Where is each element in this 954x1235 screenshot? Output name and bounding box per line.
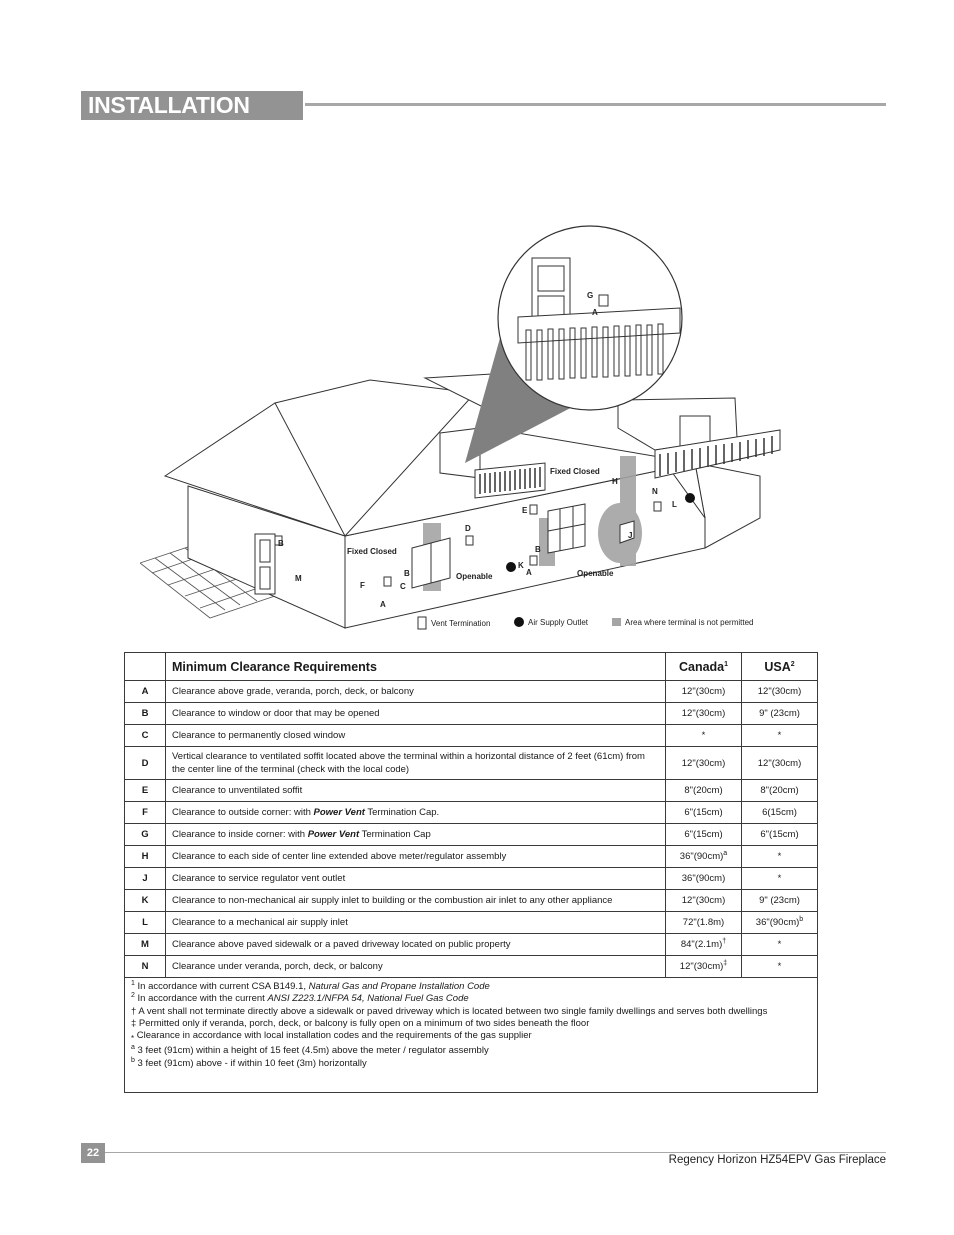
row-usa: 9" (23cm)	[742, 890, 818, 912]
row-canada: 12"(30cm)	[666, 703, 742, 725]
row-requirement-text-end: Termination Cap.	[364, 807, 440, 818]
header-rule	[305, 103, 886, 106]
label-fixed-closed-right: Fixed Closed	[550, 467, 600, 476]
table-row	[125, 846, 818, 868]
row-canada: 12"(30cm)	[666, 890, 742, 912]
row-letter: C	[125, 725, 166, 747]
table-notes-row	[125, 978, 818, 1093]
row-requirement: Clearance to unventilated soffit	[166, 780, 666, 802]
house-clearance-illustration	[140, 218, 820, 638]
footnote-emphasis: Natural Gas and Propane Installation Code	[308, 981, 490, 992]
col-usa	[742, 653, 818, 681]
vent-termination-icon	[418, 617, 426, 629]
row-canada: 12"(30cm)	[666, 681, 742, 703]
row-requirement: Clearance to window or door that may be opened	[166, 703, 666, 725]
table-title-text: Minimum Clearance Requirements	[172, 659, 377, 674]
label-a-outlet: A	[526, 568, 532, 577]
row-letter: K	[125, 890, 166, 912]
row-letter: A	[125, 681, 166, 703]
row-canada	[666, 846, 742, 868]
footnote	[131, 1030, 811, 1045]
footnote-mark: 1	[131, 979, 135, 987]
row-requirement: Clearance to permanently closed window	[166, 725, 666, 747]
row-usa: *	[742, 725, 818, 747]
row-requirement: Vertical clearance to ventilated soffit located above the terminal within a horizontal distance of 2 feet (61cm) from the center line of the terminal (check with the local code)	[166, 747, 666, 780]
table-row	[125, 824, 818, 846]
table-row	[125, 912, 818, 934]
row-canada-footnote: †	[722, 937, 727, 945]
table-row	[125, 747, 818, 780]
row-requirement: Clearance to each side of center line extended above meter/regulator assembly	[166, 846, 666, 868]
row-usa-footnote: b	[799, 915, 804, 923]
row-canada-footnote: ‡	[723, 959, 728, 967]
footnote	[131, 1006, 811, 1018]
row-requirement: Clearance under veranda, porch, deck, or balcony	[166, 956, 666, 978]
row-requirement	[166, 824, 666, 846]
row-letter: H	[125, 846, 166, 868]
label-a-detail: A	[592, 308, 598, 317]
label-b-door: B	[535, 545, 541, 554]
table-row	[125, 956, 818, 978]
legend	[418, 617, 754, 629]
row-letter: N	[125, 956, 166, 978]
row-canada	[666, 956, 742, 978]
row-requirement: Clearance to service regulator vent outlet	[166, 868, 666, 890]
row-letter: M	[125, 934, 166, 956]
house-diagram	[140, 218, 820, 638]
row-usa: 8"(20cm)	[742, 780, 818, 802]
footnote	[131, 1058, 811, 1070]
row-usa-value: 36"(90cm)	[755, 917, 800, 928]
not-permitted-swatch-icon	[612, 618, 621, 626]
footnote	[131, 993, 811, 1005]
col-canada-footnote: 1	[724, 660, 729, 668]
row-letter: B	[125, 703, 166, 725]
table-row	[125, 780, 818, 802]
page-number: 22	[81, 1143, 105, 1163]
footnote-mark: b	[131, 1056, 135, 1064]
row-letter: E	[125, 780, 166, 802]
label-h: H	[612, 477, 618, 486]
row-usa: 9" (23cm)	[742, 703, 818, 725]
label-e: E	[522, 506, 528, 515]
footnote	[131, 1045, 811, 1057]
table-row	[125, 703, 818, 725]
row-canada	[666, 934, 742, 956]
row-requirement-emphasis: Power Vent	[313, 807, 365, 818]
footnote-text: Clearance in accordance with local installation codes and the requirements of the gas supplier	[134, 1030, 532, 1042]
footnote-mark: ‡	[131, 1017, 137, 1029]
row-requirement	[166, 802, 666, 824]
row-requirement-emphasis: Power Vent	[307, 829, 360, 840]
label-openable-right: Openable	[577, 569, 614, 578]
table-row	[125, 802, 818, 824]
row-canada: 72"(1.8m)	[666, 912, 742, 934]
footnote-text: Permitted only if veranda, porch, deck, or balcony is fully open on a minimum of two sides beneath the floor	[136, 1017, 590, 1029]
label-g: G	[587, 291, 594, 300]
legend-vent-termination: Vent Termination	[431, 619, 491, 628]
footnote	[131, 981, 811, 993]
row-requirement: Clearance above grade, veranda, porch, deck, or balcony	[166, 681, 666, 703]
table-row	[125, 681, 818, 703]
label-b-window: B	[404, 569, 410, 578]
legend-air-supply-outlet: Air Supply Outlet	[528, 618, 589, 627]
row-usa: *	[742, 868, 818, 890]
row-canada-value: 84"(2.1m)	[680, 939, 723, 950]
table-row	[125, 725, 818, 747]
row-canada-footnote: a	[723, 849, 728, 857]
col-canada-label: Canada	[678, 659, 725, 674]
row-requirement-text-end: Termination Cap	[359, 829, 431, 840]
row-requirement: Clearance to non-mechanical air supply inlet to building or the combustion air inlet to any other appliance	[166, 890, 666, 912]
row-requirement-text: Clearance to inside corner: with	[172, 829, 308, 840]
table-row	[125, 890, 818, 912]
footnote-text: In accordance with current CSA B149.1,	[134, 981, 309, 992]
row-usa: 6(15cm)	[742, 802, 818, 824]
clearance-table	[124, 652, 818, 1093]
row-usa: 12"(30cm)	[742, 681, 818, 703]
row-letter: D	[125, 747, 166, 780]
row-usa: *	[742, 846, 818, 868]
row-requirement-text: Clearance to outside corner: with	[172, 807, 314, 818]
label-a-grade: A	[380, 600, 386, 609]
table-title	[166, 653, 666, 681]
label-d: D	[465, 524, 471, 533]
footnote-mark: †	[131, 1005, 137, 1017]
footnote-emphasis: ANSI Z223.1/NFPA 54, National Fuel Gas Code	[267, 993, 469, 1005]
footnote-text: 3 feet (91cm) above - if within 10 feet (3m) horizontally	[134, 1057, 367, 1069]
row-requirement: Clearance to a mechanical air supply inlet	[166, 912, 666, 934]
label-f: F	[360, 581, 365, 590]
label-k: K	[518, 561, 524, 570]
row-requirement: Clearance above paved sidewalk or a paved driveway located on public property	[166, 934, 666, 956]
row-canada: 12"(30cm)	[666, 747, 742, 780]
footnote-text: A vent shall not terminate directly above a sidewalk or paved driveway which is located between two single family dwellings and serves both dwellings	[136, 1005, 768, 1017]
footnote	[131, 1018, 811, 1030]
table-corner	[125, 653, 166, 681]
legend-not-permitted: Area where terminal is not permitted	[625, 618, 754, 627]
table-row	[125, 868, 818, 890]
label-fixed-closed-left: Fixed Closed	[347, 547, 397, 556]
label-l: L	[672, 500, 677, 509]
row-letter: F	[125, 802, 166, 824]
row-canada: *	[666, 725, 742, 747]
row-usa: *	[742, 956, 818, 978]
footnote-mark: 2	[131, 992, 135, 1000]
table-row	[125, 934, 818, 956]
row-canada: 6"(15cm)	[666, 824, 742, 846]
row-letter: J	[125, 868, 166, 890]
row-usa: 12"(30cm)	[742, 747, 818, 780]
label-b-left: B	[278, 539, 284, 548]
label-m: M	[295, 574, 302, 583]
label-j: J	[628, 531, 633, 540]
footer-product-name: Regency Horizon HZ54EPV Gas Fireplace	[668, 1154, 886, 1166]
row-letter: L	[125, 912, 166, 934]
footnote-mark: *	[131, 1034, 135, 1044]
label-n: N	[652, 487, 658, 496]
row-canada-value: 36"(90cm)	[679, 851, 724, 862]
footnote-mark: a	[131, 1044, 135, 1052]
row-usa	[742, 912, 818, 934]
label-openable-left: Openable	[456, 572, 493, 581]
table-notes	[125, 978, 818, 1093]
footer-rule	[105, 1152, 886, 1153]
section-header	[81, 91, 303, 120]
label-c: C	[400, 582, 406, 591]
section-title: INSTALLATION	[88, 92, 250, 118]
footnote-text: In accordance with the current	[134, 993, 268, 1005]
row-usa: *	[742, 934, 818, 956]
row-canada: 6"(15cm)	[666, 802, 742, 824]
col-usa-footnote: 2	[790, 660, 795, 668]
row-usa: 6"(15cm)	[742, 824, 818, 846]
row-letter: G	[125, 824, 166, 846]
row-canada-value: 12"(30cm)	[679, 961, 724, 972]
row-canada: 36"(90cm)	[666, 868, 742, 890]
col-usa-label: USA	[764, 659, 791, 674]
col-canada	[666, 653, 742, 681]
row-canada: 8"(20cm)	[666, 780, 742, 802]
footnote-text: 3 feet (91cm) within a height of 15 feet (4.5m) above the meter / regulator assembly	[134, 1045, 489, 1057]
air-supply-outlet-icon	[514, 617, 524, 627]
